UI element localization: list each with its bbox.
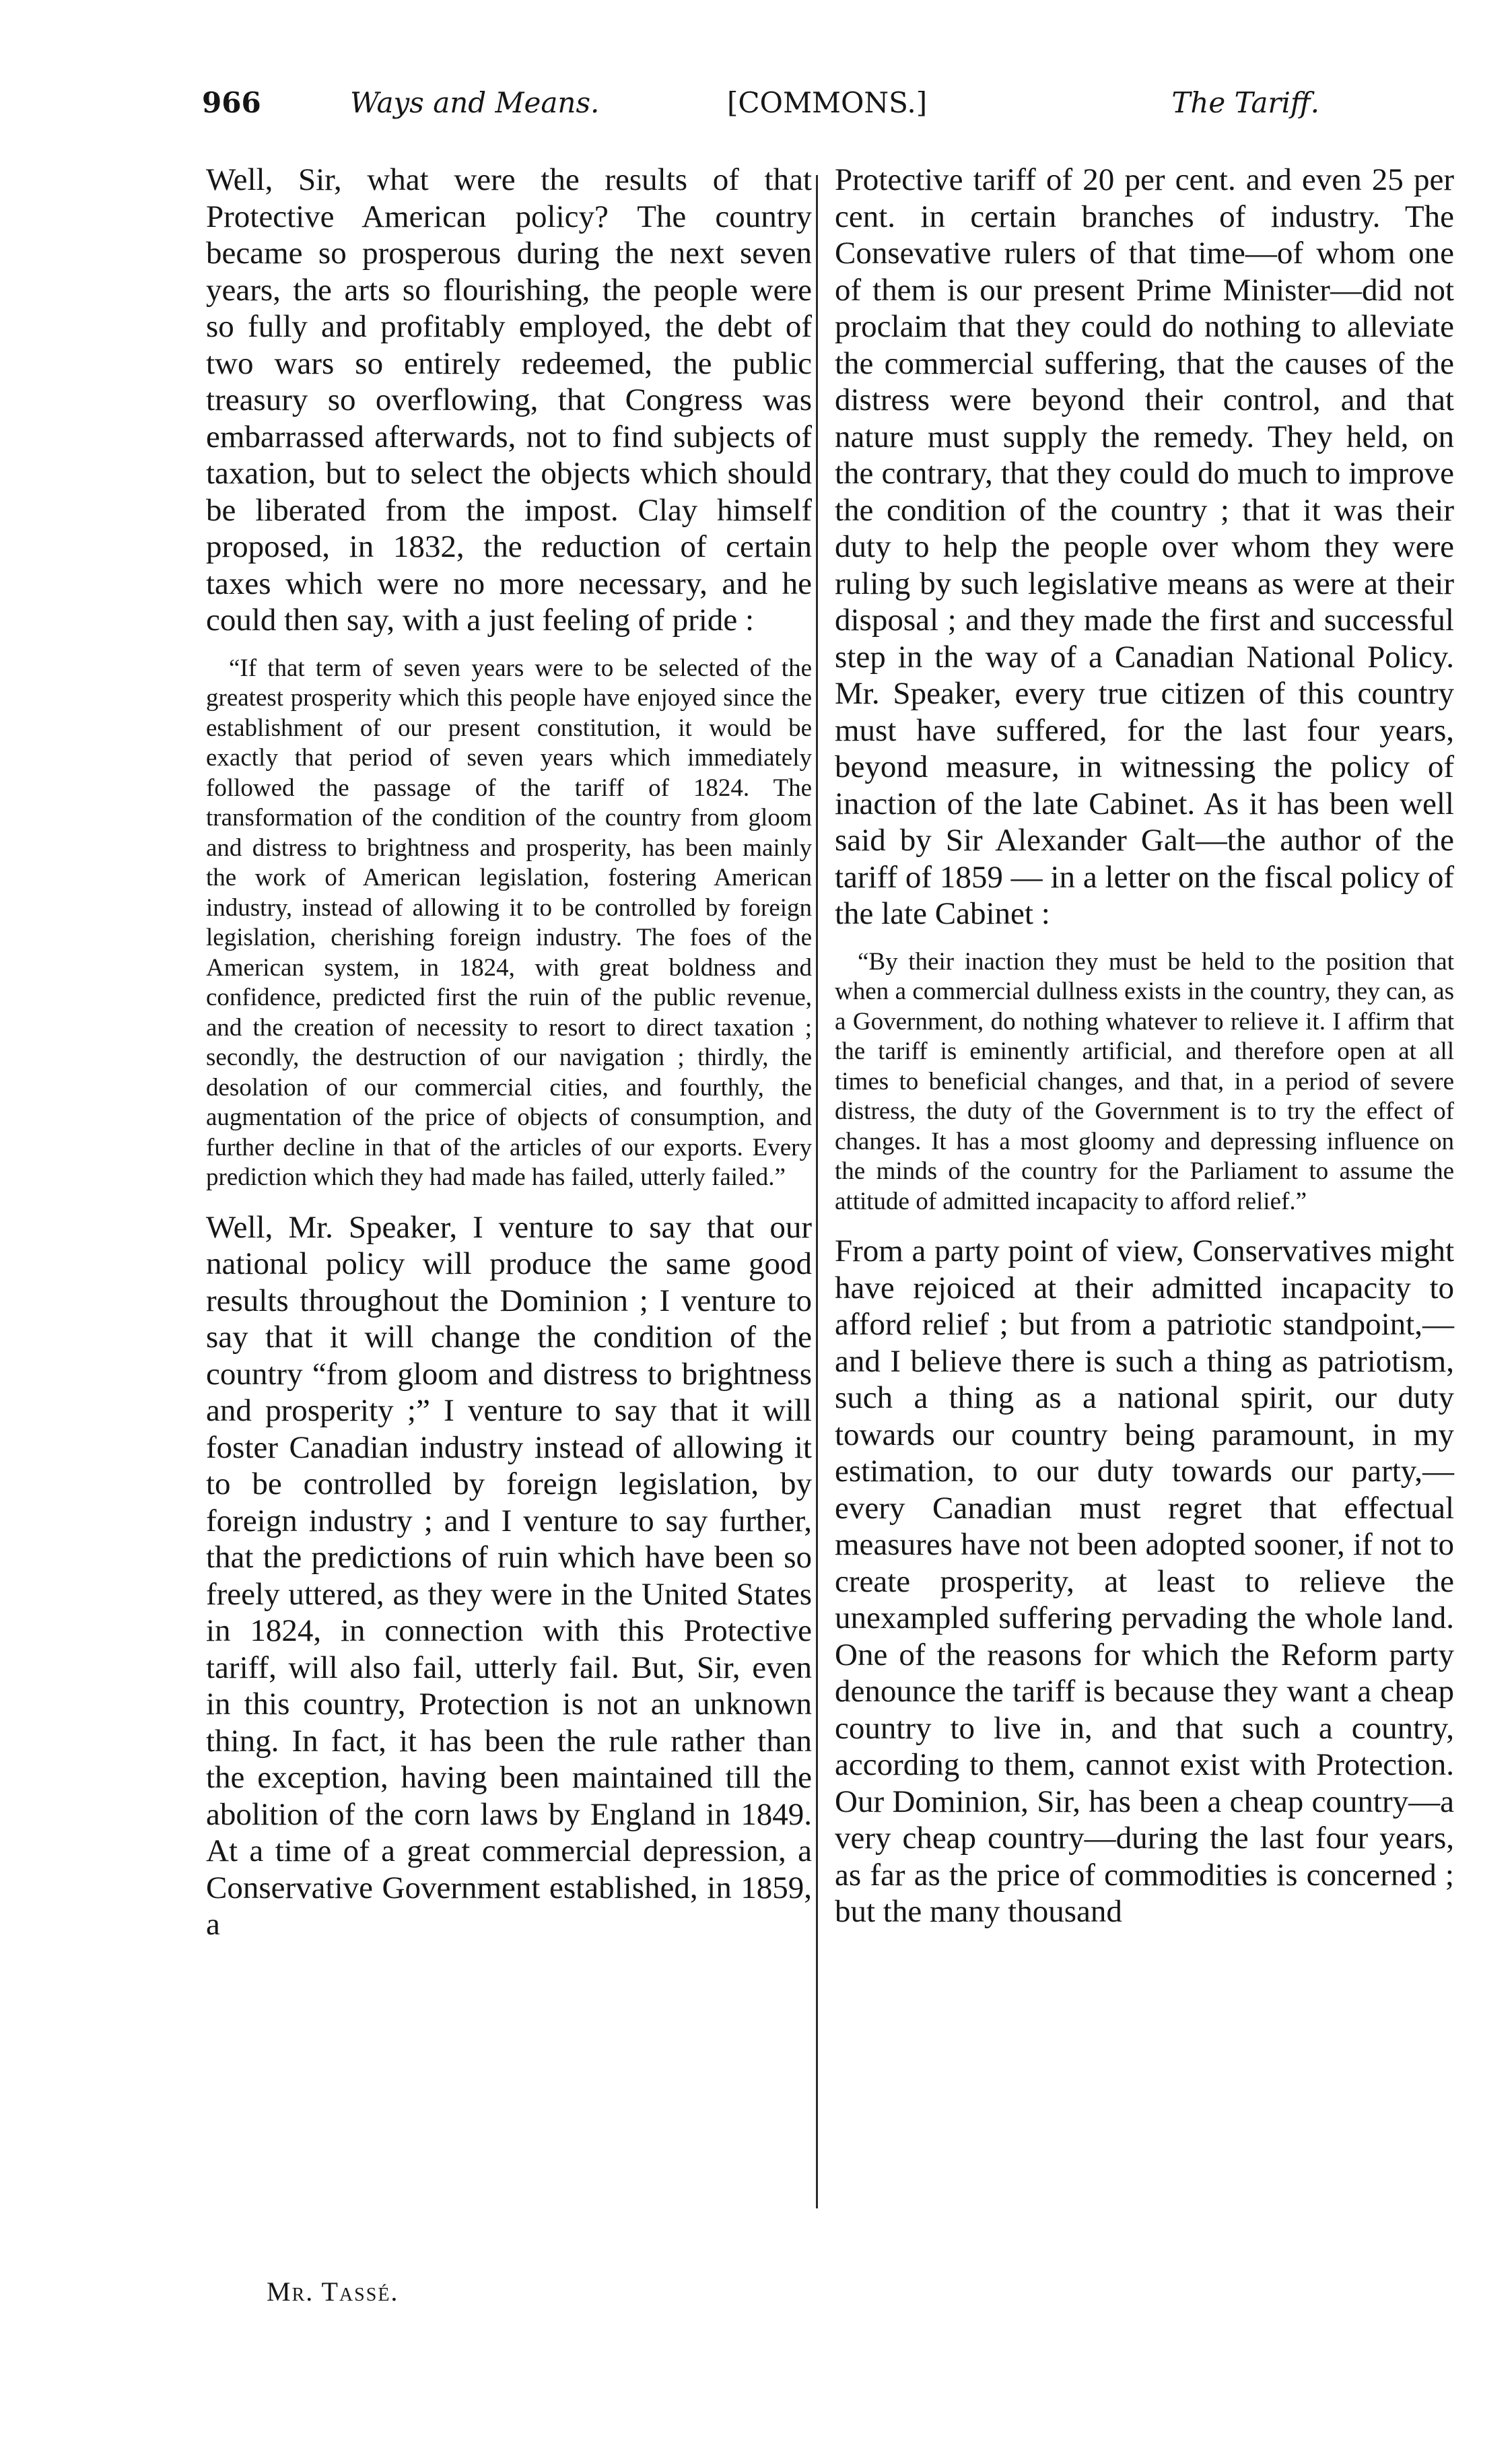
column-divider: [816, 175, 818, 2208]
left-block-quote: “If that term of seven years were to be selected of the greatest prosperity which this people have enjoyed since the establishment of our present constitution, it would be exactly that period of seven years which immediately followed the passage of the tariff of 1824. The transformation of the condition of the country from gloom and distress to brightness and prosperity, has been mainly the work of American legislation, fostering American industry, instead of allowing it to be controlled by foreign legislation, cherishing foreign industry. The foes of the American system, in 1824, with great boldness and confidence, predicted first the ruin of the public revenue, and the creation of necessity to resort to direct taxation ; secondly, the destruction of our navigation ; thirdly, the desolation of our commercial cities, and fourthly, the augmentation of the price of objects of consumption, and further decline in that of the articles of our exports. Every prediction which they had made has failed, utterly failed.”: [206, 654, 812, 1191]
right-column: [835, 162, 1454, 1930]
section-title: Ways and Means.: [350, 86, 600, 119]
left-column: [206, 162, 812, 1943]
left-paragraph-2: Well, Mr. Speaker, I venture to say that our national policy will produce the same good results throughout the Dominion ; I venture to say that it will change the condition of the country “from gloom and distress to brightness and prosperity ;” I venture to say that it will foster Canadian industry instead of allowing it to be controlled by foreign legislation, by foreign industry ; and I venture to say further, that the predictions of ruin which have been so freely uttered, as they were in the United States in 1824, in connection with this Protective tariff, will also fail, utterly fail. But, Sir, even in this country, Protection is not an unknown thing. In fact, it has been the rule rather than the exception, having been maintained till the abolition of the corn laws by England in 1849. At a time of a great commercial depression, a Conservative Government established, in 1859, a: [206, 1209, 812, 1942]
page-number: 966: [202, 86, 261, 119]
right-block-quote: “By their inaction they must be held to the position that when a commercial dullness exists in the country, they can, as a Government, do nothing whatever to relieve it. I affirm that the tariff is eminently artificial, and therefore open at all times to beneficial changes, and that, in a period of severe distress, the duty of the Government is to try the effect of changes. It has a most gloomy and depressing influence on the minds of the country for the Parliament to assume the attitude of admitted incapacity to afford relief.”: [835, 947, 1454, 1215]
left-paragraph-1: Well, Sir, what were the results of that Protective American policy? The country became so prosperous during the next seven years, the arts so flourishing, the people were so fully and profitably employed, the debt of two wars so entirely redeemed, the public treasury so overflowing, that Congress was embarrassed afterwards, not to find subjects of taxation, but to select the objects which should be liberated from the impost. Clay himself proposed, in 1832, the reduction of certain taxes which were no more necessary, and he could then say, with a just feeling of pride :: [206, 162, 812, 638]
speaker-signature: Mr. Tassé.: [267, 2276, 399, 2307]
running-header: [202, 86, 1319, 147]
chamber-title: [COMMONS.]: [727, 86, 928, 119]
right-paragraph-2: From a party point of view, Conservatives might have rejoiced at their admitted incapacity to afford relief ; but from a patriotic standpoint,—and I believe there is such a thing as patriotism, such a thing as a national spirit, our duty towards our country being paramount, in my estimation, to our duty towards our party,—every Canadian must regret that effectual measures have not been adopted sooner, if not to create prosperity, at least to relieve the unexampled suffering pervading the whole land. One of the reasons for which the Reform party denounce the tariff is because they want a cheap country to live in, and that such a country, according to them, cannot exist with Protection. Our Dominion, Sir, has been a cheap country—a very cheap country—during the last four years, as far as the price of commodities is concerned ; but the many thousand: [835, 1233, 1454, 1929]
right-paragraph-1: Protective tariff of 20 per cent. and even 25 per cent. in certain branches of industry. The Consevative rulers of that time—of whom one of them is our present Prime Minister—did not proclaim that they could do nothing to alleviate the commercial suffering, that the causes of the distress were beyond their control, and that nature must supply the remedy. They held, on the contrary, that they could do much to improve the condition of the country ; that it was their duty to help the people over whom they were ruling by such legislative means as were at their disposal ; and they made the first and successful step in the way of a Canadian National Policy. Mr. Speaker, every true citizen of this country must have suffered, for the last four years, beyond measure, in witnessing the policy of inaction of the late Cabinet. As it has been well said by Sir Alexander Galt—the author of the tariff of 1859 — in a letter on the fiscal policy of the late Cabinet :: [835, 162, 1454, 931]
topic-title: The Tariff.: [1171, 86, 1319, 119]
